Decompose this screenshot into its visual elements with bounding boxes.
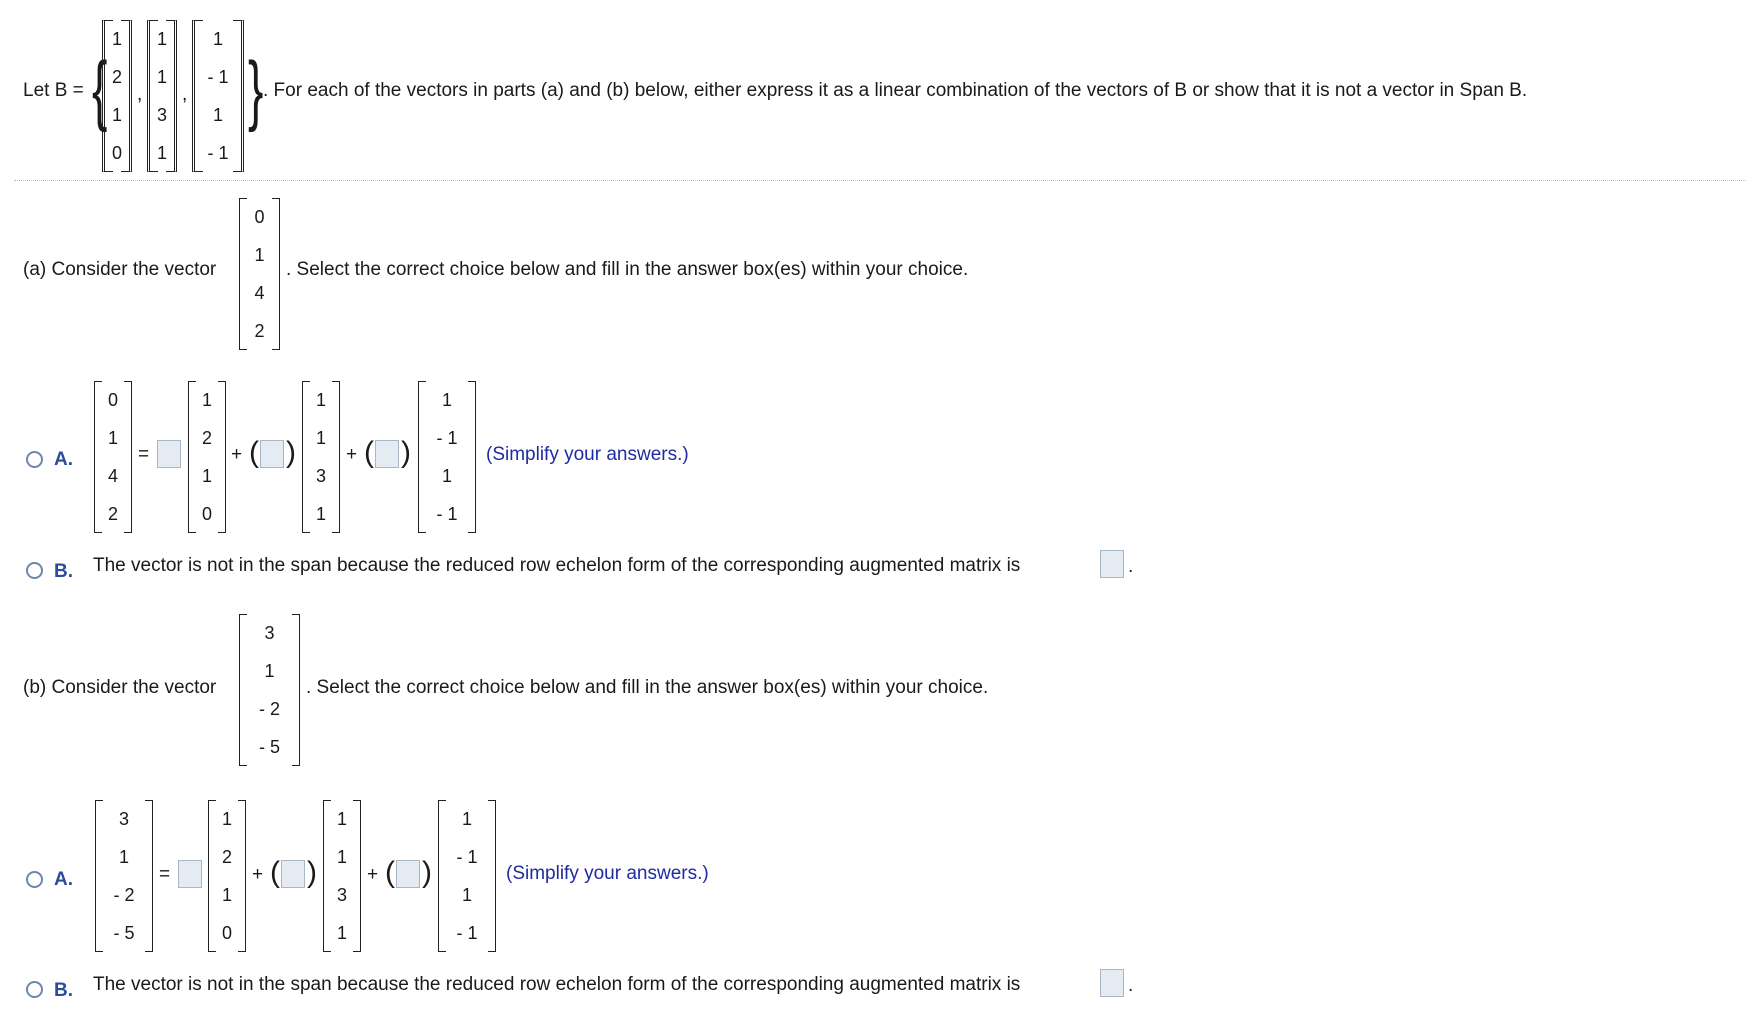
part-a-basis-vector-2: 1 1 3 1 <box>302 381 340 533</box>
part-b-basis-vector-2: 1 1 3 1 <box>323 800 361 952</box>
plus-sign: + <box>346 444 358 465</box>
plus-sign: + <box>231 444 243 465</box>
part-b-instruction: . Select the correct choice below and fill in the answer box(es) within your choice. <box>306 677 989 698</box>
right-brace: } <box>248 44 264 134</box>
period: . <box>1128 975 1134 996</box>
comma: , <box>137 84 143 105</box>
part-b-option-b-text: The vector is not in the span because the reduced row echelon form of the corresponding augmented matrix is <box>93 974 1021 995</box>
let-b-label: Let B = <box>23 80 84 101</box>
part-a-option-b-label: B. <box>54 561 73 582</box>
part-a-option-b-radio[interactable] <box>26 562 43 579</box>
divider <box>14 180 1746 181</box>
comma: , <box>182 84 188 105</box>
part-b-coef-1-input[interactable] <box>178 860 202 888</box>
right-paren: ) <box>286 436 296 469</box>
left-paren: ( <box>249 436 259 469</box>
part-b-option-b-label: B. <box>54 980 73 1001</box>
plus-sign: + <box>367 864 379 885</box>
part-a-rref-input[interactable] <box>1100 550 1124 578</box>
part-b-vector: 3 1 - 2 - 5 <box>239 614 300 766</box>
header-instruction: . For each of the vectors in parts (a) and (b) below, either express it as a linear combination of the vectors of B or show that it is not a vector in Span B. <box>263 80 1528 101</box>
right-paren: ) <box>401 436 411 469</box>
part-a-vector: 0 1 4 2 <box>239 198 280 350</box>
period: . <box>1128 556 1134 577</box>
set-vector-3: 1 - 1 1 - 1 <box>192 20 244 172</box>
part-b-simplify-note: (Simplify your answers.) <box>506 863 709 884</box>
part-b-basis-vector-3: 1 - 1 1 - 1 <box>438 800 496 952</box>
equals-sign: = <box>159 864 171 885</box>
part-a-lhs-vector: 0 1 4 2 <box>94 381 132 533</box>
part-b-basis-vector-1: 1 2 1 0 <box>208 800 246 952</box>
part-a-prompt: (a) Consider the vector <box>23 259 217 280</box>
set-vector-1: 1 2 1 0 <box>102 20 132 172</box>
part-b-option-a-radio[interactable] <box>26 871 43 888</box>
part-b-coef-3-input[interactable] <box>396 860 420 888</box>
part-b-coef-2-input[interactable] <box>281 860 305 888</box>
part-b-lhs-vector: 3 1 - 2 - 5 <box>95 800 153 952</box>
part-a-option-b-text: The vector is not in the span because the reduced row echelon form of the corresponding augmented matrix is <box>93 555 1021 576</box>
set-vector-2: 1 1 3 1 <box>147 20 177 172</box>
part-a-basis-vector-1: 1 2 1 0 <box>188 381 226 533</box>
plus-sign: + <box>252 864 264 885</box>
part-b-option-a-label: A. <box>54 869 73 890</box>
equals-sign: = <box>138 444 150 465</box>
part-a-option-a-radio[interactable] <box>26 451 43 468</box>
part-a-basis-vector-3: 1 - 1 1 - 1 <box>418 381 476 533</box>
left-paren: ( <box>364 436 374 469</box>
part-a-coef-2-input[interactable] <box>260 440 284 468</box>
part-b-rref-input[interactable] <box>1100 969 1124 997</box>
part-a-instruction: . Select the correct choice below and fill in the answer box(es) within your choice. <box>286 259 969 280</box>
part-a-option-a-label: A. <box>54 449 73 470</box>
part-a-coef-3-input[interactable] <box>375 440 399 468</box>
part-a-simplify-note: (Simplify your answers.) <box>486 444 689 465</box>
part-b-option-b-radio[interactable] <box>26 981 43 998</box>
left-paren: ( <box>270 856 280 889</box>
left-brace: { <box>92 44 108 134</box>
right-paren: ) <box>422 856 432 889</box>
right-paren: ) <box>307 856 317 889</box>
part-a-coef-1-input[interactable] <box>157 440 181 468</box>
left-paren: ( <box>385 856 395 889</box>
part-b-prompt: (b) Consider the vector <box>23 677 217 698</box>
